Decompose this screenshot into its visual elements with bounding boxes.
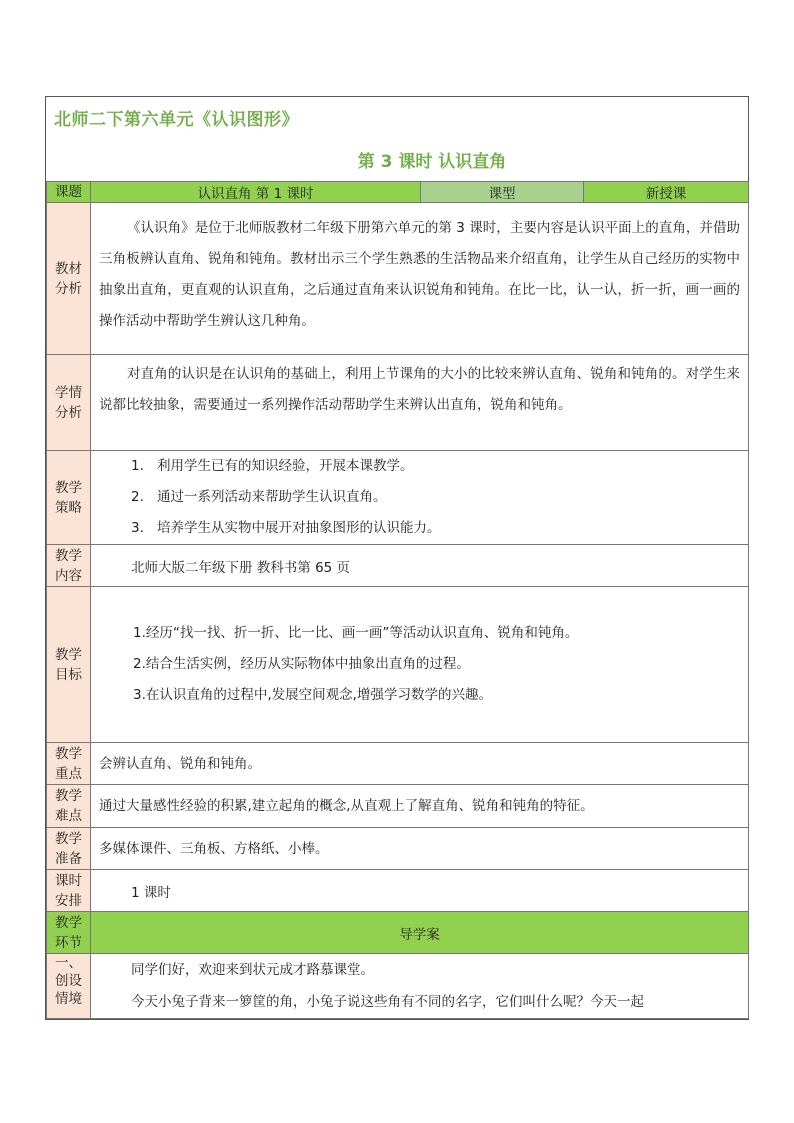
row-student-analysis — [47, 355, 749, 451]
lesson-plan-sheet — [45, 96, 749, 1020]
row-scenario — [47, 954, 749, 1019]
difficulties-cell — [91, 785, 749, 828]
goals-label: 教学 目标 — [47, 587, 91, 743]
lesson-plan-table — [46, 181, 749, 1019]
textbook-analysis-label: 教材 分析 — [47, 203, 91, 355]
row-goals — [47, 587, 749, 743]
goals-cell — [91, 587, 749, 743]
row-topic — [47, 182, 749, 203]
topic-value: 认识直角 第 1 课时 — [91, 182, 421, 203]
schedule-label: 课时 安排 — [47, 870, 91, 912]
student-analysis-label: 学情 分析 — [47, 355, 91, 451]
row-difficulties — [47, 785, 749, 828]
topic-label: 课题 — [47, 182, 91, 203]
key-points-text: 会辨认直角、锐角和钝角。 — [99, 755, 261, 772]
row-preparation — [47, 828, 749, 870]
schedule-text: 1 课时 — [131, 884, 171, 901]
scenario-cell — [91, 954, 749, 1019]
student-analysis-text: 对直角的认识是在认识角的基础上，利用上节课角的大小的比较来辨认直角、锐角和钝角的。对学生来说都比较抽象，需要通过一系列操作活动帮助学生来辨认出直角，锐角和钝角。 — [99, 366, 740, 413]
list-item: 1.经历“找一找、折一折、比一比、画一画”等活动认识直角、锐角和钝角。 — [133, 625, 579, 641]
key-points-label: 教学 重点 — [47, 743, 91, 785]
row-schedule — [47, 870, 749, 912]
content-label: 教学 内容 — [47, 545, 91, 587]
stages-header: 导学案 — [91, 912, 749, 954]
scenario-line: 同学们好，欢迎来到状元成才路慕课堂。 — [131, 962, 374, 978]
row-strategy — [47, 451, 749, 545]
difficulties-label: 教学 难点 — [47, 785, 91, 828]
content-cell — [91, 545, 749, 587]
row-content — [47, 545, 749, 587]
preparation-cell — [91, 828, 749, 870]
list-item: 2. 通过一系列活动来帮助学生认识直角。 — [131, 489, 387, 505]
textbook-analysis-text: 《认识角》是位于北师版教材二年级下册第六单元的第 3 课时，主要内容是认识平面上的直角，并借助三角板辨认直角、锐角和钝角。教材出示三个学生熟悉的生活物品来介绍直角，让学生从自己经历的实物中抽象出直角，更直观的认识直角，之后通过直角来认识锐角和钝角。在比一比，认一认，折一折，画一画的操作活动中帮助学生辨认这几种角。 — [99, 220, 740, 329]
scenario-label: 一、 创设 情境 — [47, 954, 91, 1019]
row-stages — [47, 912, 749, 954]
strategy-cell — [91, 451, 749, 545]
scenario-line: 今天小兔子背来一箩筐的角，小兔子说这些角有不同的名字，它们叫什么呢？今天一起 — [131, 994, 644, 1010]
strategy-label: 教学 策略 — [47, 451, 91, 545]
difficulties-text: 通过大量感性经验的积累,建立起角的概念,从直观上了解直角、锐角和钝角的特征。 — [99, 798, 594, 814]
content-text: 北师大版二年级下册 教科书第 65 页 — [131, 559, 351, 576]
textbook-analysis-cell — [91, 203, 749, 355]
schedule-cell — [91, 870, 749, 912]
student-analysis-cell — [91, 355, 749, 451]
type-label: 课型 — [421, 182, 584, 203]
list-item: 2.结合生活实例，经历从实际物体中抽象出直角的过程。 — [133, 656, 470, 672]
list-item: 3. 培养学生从实物中展开对抽象图形的认识能力。 — [131, 520, 441, 536]
preparation-label: 教学 准备 — [47, 828, 91, 870]
row-textbook-analysis — [47, 203, 749, 355]
row-key-points — [47, 743, 749, 785]
list-item: 3.在认识直角的过程中,发展空间观念,增强学习数学的兴趣。 — [133, 687, 492, 703]
lesson-subtitle: 第 3 课时 认识直角 — [357, 152, 507, 172]
stages-label: 教学 环节 — [47, 912, 91, 954]
document-title: 北师二下第六单元《认识图形》 — [54, 110, 299, 130]
key-points-cell — [91, 743, 749, 785]
list-item: 1. 利用学生已有的知识经验，开展本课教学。 — [131, 458, 414, 474]
type-value: 新授课 — [584, 182, 749, 203]
preparation-text: 多媒体课件、三角板、方格纸、小棒。 — [99, 840, 329, 857]
